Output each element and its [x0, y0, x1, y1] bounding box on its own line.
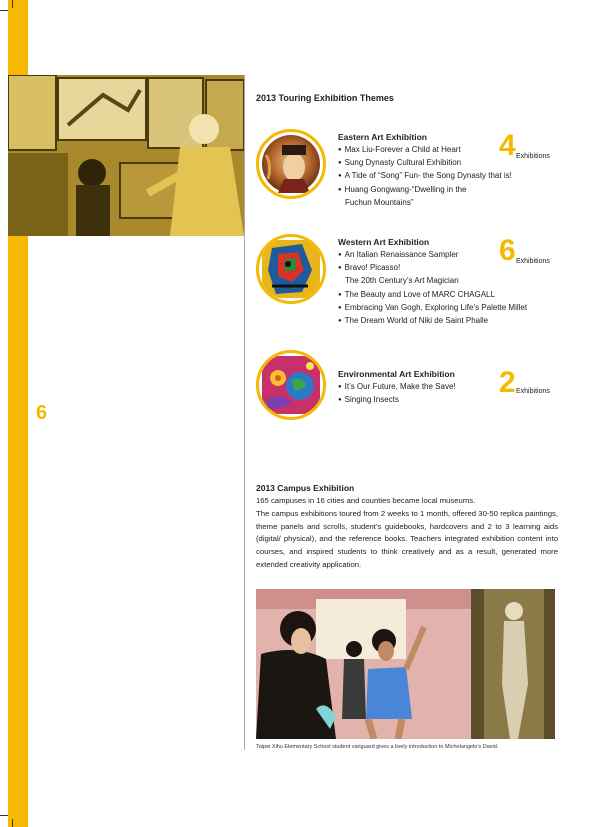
list-item: ● Huang Gongwang-“Dwelling in the [338, 184, 512, 197]
exhibition-count: 4 [499, 129, 516, 162]
crop-mark [12, 819, 13, 827]
list-item: ● Sung Dynasty Cultural Exhibition [338, 157, 512, 170]
exhibition-visitors-photo [8, 75, 244, 236]
list-item: ● Singing Insects [338, 394, 456, 407]
list-item: ● An Italian Renaissance Sampler [338, 249, 527, 262]
list-item: The 20th Century’s Art Magician [345, 276, 459, 286]
eastern-art-image [256, 129, 326, 199]
campus-body [256, 495, 558, 572]
list-item: Fuchun Mountains” [345, 197, 414, 207]
page-number: 6 [36, 402, 48, 424]
list-item: ● Embracing Van Gogh, Exploring Life’s Palette Millet [338, 302, 527, 315]
list-item: ● It’s Our Future, Make the Save! [338, 381, 456, 394]
exhibition-count: 2 [499, 366, 516, 399]
crop-mark [0, 10, 8, 11]
environmental-art-image [256, 350, 326, 420]
list-item: ● Bravo! Picasso! [338, 262, 527, 275]
column-divider [244, 75, 245, 750]
section-title: Eastern Art Exhibition [338, 132, 427, 142]
western-art-image [256, 234, 326, 304]
list-item: ● Max Liu-Forever a Child at Heart [338, 144, 512, 157]
exhibition-count-label: Exhibitions [516, 388, 550, 395]
exhibition-list [338, 381, 456, 407]
environmental-art-section [256, 350, 566, 425]
touring-title: 2013 Touring Exhibition Themes [256, 93, 394, 103]
list-item: ● The Dream World of Niki de Saint Phalle [338, 315, 527, 328]
crop-mark [0, 815, 8, 816]
campus-title: 2013 Campus Exhibition [256, 483, 355, 493]
eastern-art-section [256, 129, 566, 209]
list-item: ● A Tide of “Song” Fun- the Song Dynasty that is! [338, 170, 512, 183]
campus-paragraph: The campus exhibitions toured from 2 weeks to 1 month, offered 30-50 replica paintings, theme panels and scrolls, student’s guidebooks, hardcovers and 2 to 3 learning aids (digital/ physical), and the reference books. Teachers integrated exhibition content into courses, and inspired students to think creatively and as a result, generated more extended creativity application. [256, 508, 558, 569]
campus-exhibition-photo [256, 589, 555, 739]
section-title: Western Art Exhibition [338, 237, 430, 247]
exhibition-count: 6 [499, 234, 516, 267]
crop-mark [12, 0, 13, 8]
western-art-section [256, 234, 566, 329]
photo-caption: Taipei Xihu Elementary School student vanguard gives a lively introduction to Michelangelo’s David. [256, 744, 499, 750]
exhibition-count-label: Exhibitions [516, 258, 550, 265]
section-title: Environmental Art Exhibition [338, 369, 455, 379]
exhibition-list [338, 144, 512, 210]
list-item: ● The Beauty and Love of MARC CHAGALL [338, 289, 527, 302]
exhibition-count-label: Exhibitions [516, 153, 550, 160]
campus-paragraph: 165 campuses in 16 cities and counties became local museums. [256, 496, 476, 505]
